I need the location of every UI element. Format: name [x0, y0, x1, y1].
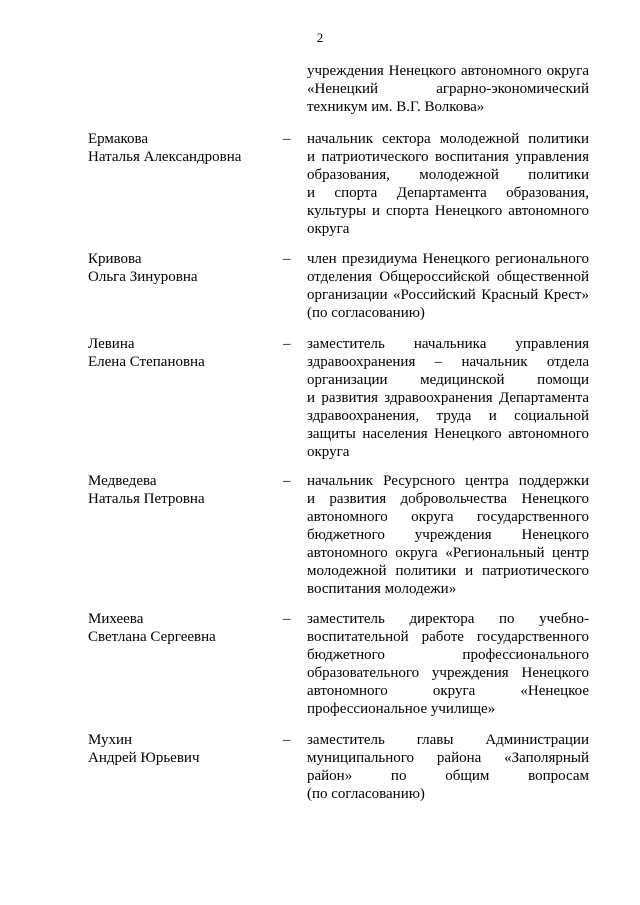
dash-separator: – — [283, 473, 291, 489]
role-line: профессиональное училище» — [307, 701, 496, 717]
dash-separator: – — [283, 251, 291, 267]
role-line: начальник сектора молодежной политики — [307, 131, 589, 147]
role-line: заместитель директора по учебно- — [307, 611, 589, 627]
role-line: здравоохранения, труда и социальной — [307, 408, 589, 424]
role-line: член президиума Ненецкого регионального — [307, 251, 589, 267]
role-line: образования, молодежной политики — [307, 167, 589, 183]
member-role — [307, 130, 589, 238]
role-line: автономного округа государственного — [307, 509, 589, 525]
member-name — [88, 610, 268, 646]
member-surname: Ермакова — [88, 131, 149, 147]
role-line: воспитания молодежи» — [307, 581, 457, 597]
member-name — [88, 335, 268, 371]
role-line: культуры и спорта Ненецкого автономного — [307, 203, 589, 219]
dash-separator: – — [283, 732, 291, 748]
member-given-names: Андрей Юрьевич — [88, 750, 200, 766]
role-line: организации медицинской помощи — [307, 372, 589, 388]
role-line: бюджетного учреждения Ненецкого — [307, 527, 589, 543]
member-role — [307, 250, 589, 322]
role-line: техникум им. В.Г. Волкова» — [307, 99, 485, 115]
member-name — [88, 731, 268, 767]
role-line: образовательного учреждения Ненецкого — [307, 665, 589, 681]
role-line: заместитель начальника управления — [307, 336, 589, 352]
member-surname: Левина — [88, 336, 135, 352]
role-line: заместитель главы Администрации — [307, 732, 589, 748]
role-line: воспитательной работе государственного — [307, 629, 589, 645]
role-line: автономного округа «Региональный центр — [307, 545, 589, 561]
member-role — [307, 610, 589, 718]
role-line: организации «Российский Красный Крест» — [307, 287, 589, 303]
member-surname: Михеева — [88, 611, 144, 627]
role-line: муниципального района «Заполярный — [307, 750, 589, 766]
role-line: (по согласованию) — [307, 786, 425, 802]
member-role — [307, 731, 589, 803]
member-role — [307, 472, 589, 598]
role-line: здравоохранения – начальник отдела — [307, 354, 589, 370]
role-line: начальник Ресурсного центра поддержки — [307, 473, 589, 489]
role-line: и развития здравоохранения Департамента — [307, 390, 589, 406]
member-surname: Кривова — [88, 251, 142, 267]
role-line: (по согласованию) — [307, 305, 425, 321]
continuation-text — [307, 62, 589, 116]
member-surname: Медведева — [88, 473, 157, 489]
dash-separator: – — [283, 131, 291, 147]
role-line: защиты населения Ненецкого автономного — [307, 426, 589, 442]
dash-separator: – — [283, 611, 291, 627]
member-given-names: Елена Степановна — [88, 354, 205, 370]
dash-separator: – — [283, 336, 291, 352]
role-line: и спорта Департамента образования, — [307, 185, 589, 201]
member-role — [307, 335, 589, 461]
page-number: 2 — [316, 30, 324, 45]
role-line: и развития добровольчества Ненецкого — [307, 491, 589, 507]
member-surname: Мухин — [88, 732, 133, 748]
member-name — [88, 472, 268, 508]
role-line: район» по общим вопросам — [307, 768, 589, 784]
member-name — [88, 130, 268, 166]
member-given-names: Ольга Зинуровна — [88, 269, 198, 285]
role-line: автономного округа «Ненецкое — [307, 683, 589, 699]
member-name — [88, 250, 268, 286]
role-line: учреждения Ненецкого автономного округа — [307, 63, 589, 79]
role-line: округа — [307, 444, 350, 460]
member-given-names: Наталья Александровна — [88, 149, 242, 165]
member-given-names: Наталья Петровна — [88, 491, 205, 507]
role-line: отделения Общероссийской общественной — [307, 269, 589, 285]
role-line: округа — [307, 221, 350, 237]
role-line: и патриотического воспитания управления — [307, 149, 589, 165]
role-line: молодежной политики и патриотического — [307, 563, 589, 579]
role-line: «Ненецкий аграрно-экономический — [307, 81, 589, 97]
member-given-names: Светлана Сергеевна — [88, 629, 216, 645]
role-line: бюджетного профессионального — [307, 647, 589, 663]
